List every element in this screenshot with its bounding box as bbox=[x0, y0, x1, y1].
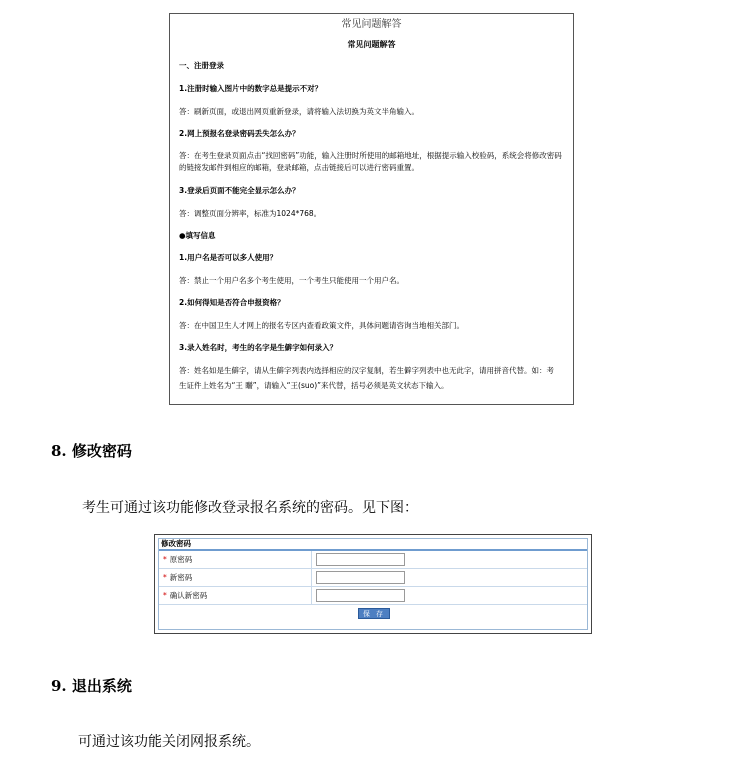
form-header: 修改密码 bbox=[159, 539, 587, 551]
old-password-row bbox=[159, 551, 587, 569]
required-marker: * bbox=[163, 555, 167, 564]
faq-screenshot bbox=[169, 13, 574, 405]
faq-question: 3.录入姓名时，考生的名字是生僻字如何录入？ bbox=[179, 343, 338, 352]
faq-answer: 答：在中国卫生人才网上的报名专区内查看政策文件，具体问题请咨询当地相关部门。 bbox=[179, 321, 464, 330]
new-password-input[interactable] bbox=[316, 571, 405, 584]
faq-question: 1.用户名是否可以多人使用？ bbox=[179, 253, 278, 262]
required-marker: * bbox=[163, 573, 167, 582]
confirm-password-label-text: 确认新密码 bbox=[169, 591, 208, 600]
faq-answer: 答：在考生登录页面点击“找回密码”功能，输入注册时所使用的邮箱地址，根据提示输入校验码，系统会将修改密码的链接发邮件到相应的邮箱，登录邮箱，点击链接后可以进行密码重置。 bbox=[179, 151, 562, 172]
faq-title: 常见问题解答 bbox=[347, 40, 396, 49]
section-8-heading: 8. 修改密码 bbox=[51, 442, 132, 460]
faq-question: 2.如何得知是否符合申报资格？ bbox=[179, 298, 285, 307]
old-password-label bbox=[159, 551, 312, 568]
faq-question: 2.网上预报名登录密码丢失怎么办？ bbox=[179, 129, 300, 138]
section-9-text: 可通过该功能关闭网报系统。 bbox=[78, 734, 260, 750]
faq-section-info: ●填写信息 bbox=[179, 231, 216, 240]
required-marker: * bbox=[163, 591, 167, 600]
change-password-screenshot bbox=[154, 534, 592, 634]
faq-answer: 答：调整页面分辨率，标准为1024*768。 bbox=[179, 209, 322, 218]
faq-question: 1.注册时输入图片中的数字总是提示不对？ bbox=[179, 84, 323, 93]
new-password-label bbox=[159, 569, 312, 586]
confirm-password-label bbox=[159, 587, 312, 604]
old-password-label-text: 原密码 bbox=[169, 555, 193, 564]
change-password-form bbox=[158, 538, 588, 630]
faq-answer: 答：禁止一个用户名多个考生使用，一个考生只能使用一个用户名。 bbox=[179, 276, 404, 285]
faq-window-title: 常见问题解答 bbox=[341, 19, 402, 30]
faq-answer: 答：刷新页面，或退出网页重新登录，请将输入法切换为英文半角输入。 bbox=[179, 107, 419, 116]
faq-answer: 答：姓名如是生僻字，请从生僻字列表内选择相应的汉字复制，若生僻字列表中也无此字，请用拼音代替。如：考 bbox=[179, 366, 554, 375]
faq-question: 3.登录后页面不能完全显示怎么办？ bbox=[179, 186, 300, 195]
new-password-label-text: 新密码 bbox=[169, 573, 193, 582]
confirm-password-row bbox=[159, 587, 587, 605]
new-password-row bbox=[159, 569, 587, 587]
faq-section-register: 一、注册登录 bbox=[179, 61, 224, 70]
faq-answer: 生证件上姓名为“王 䂅”，请输入“王(suo)”来代替，括号必须是英文状态下输入。 bbox=[179, 381, 449, 390]
confirm-password-input[interactable] bbox=[316, 589, 405, 602]
section-8-text: 考生可通过该功能修改登录报名系统的密码。见下图： bbox=[82, 500, 418, 516]
section-9-heading: 9. 退出系统 bbox=[51, 677, 132, 695]
save-button[interactable]: 保 存 bbox=[358, 608, 390, 619]
form-footer bbox=[159, 605, 587, 623]
old-password-input[interactable] bbox=[316, 553, 405, 566]
